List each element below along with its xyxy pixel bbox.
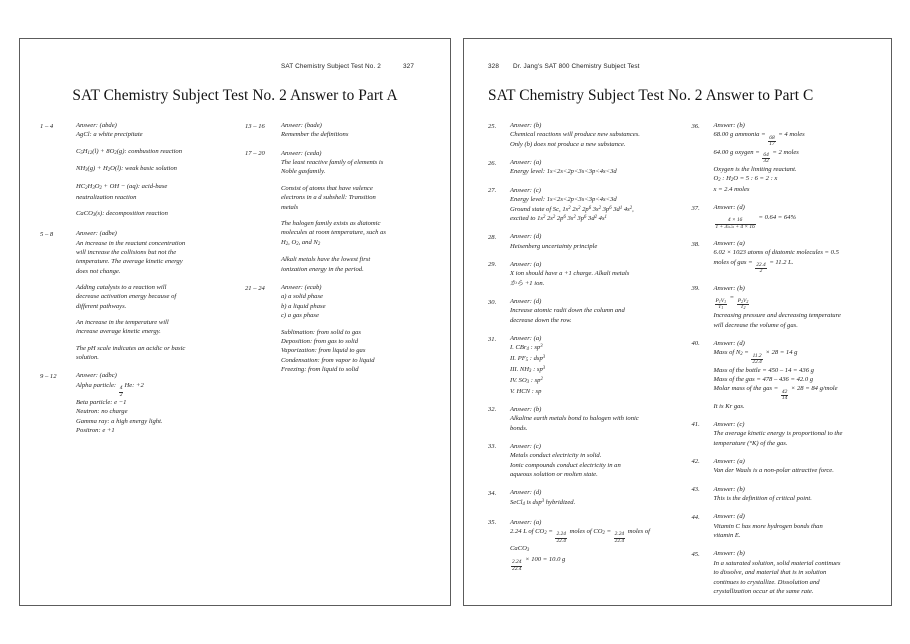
answer-column-1	[488, 121, 674, 605]
question-number: 33.	[488, 443, 497, 451]
answer-item	[692, 203, 878, 230]
answer-line: In a saturated solution, solid material continues	[713, 559, 841, 567]
answer-item	[692, 121, 878, 194]
answer-line: Answer: (d)	[510, 233, 542, 241]
answer-line: Positron: e +1	[76, 427, 115, 435]
answer-line: CaCO$_3$(s): decomposition reaction	[76, 210, 168, 219]
answer-item	[488, 488, 674, 508]
running-head-left	[20, 63, 450, 75]
question-number: 44.	[691, 513, 700, 521]
answer-line: ionization energy in the period.	[281, 265, 364, 273]
page-title-left: SAT Chemistry Subject Test No. 2 Answer to Part A	[72, 87, 398, 104]
question-number: 41.	[691, 421, 700, 429]
answer-text	[510, 297, 674, 325]
page-left	[19, 38, 451, 606]
answer-line: から +1 ion.	[510, 279, 545, 287]
answer-line: Consist of atoms that have valence	[281, 184, 373, 192]
answer-line: Answer: (ecab)	[281, 284, 322, 292]
answer-line: Increasing pressure and decreasing temperature	[713, 312, 841, 320]
answer-line: Answer: (b)	[713, 284, 745, 292]
answer-column-2	[692, 121, 878, 605]
answer-text	[510, 186, 674, 223]
folio-number: 328	[488, 63, 500, 70]
answer-line: metals	[281, 203, 299, 211]
answer-line: $O_2$ : $H_2O = 5$ : 6 = 2 : x	[713, 175, 778, 184]
answer-line: Alkaline earth metals bond to halogen with ionic	[510, 415, 639, 423]
answer-line: Sublimation: from solid to gas	[281, 328, 361, 336]
answer-text	[714, 512, 878, 540]
answer-text	[510, 488, 674, 508]
question-number: 45.	[691, 550, 700, 558]
answer-line: Answer: (c)	[713, 420, 745, 428]
answer-line: decrease down the row.	[510, 316, 572, 324]
folio-number: 327	[402, 63, 414, 70]
question-number: 43.	[691, 486, 700, 494]
answer-text	[510, 334, 674, 396]
answer-line: a) a solid phase	[281, 293, 323, 301]
answer-line: The halogen family exists as diatomic	[281, 219, 381, 227]
answer-line: Answer: (b)	[713, 485, 745, 493]
answer-text	[281, 121, 434, 140]
answer-line: Chemical reactions will produce new substances.	[510, 131, 640, 139]
answer-line: $H_2$, $O_2$, and $N_2$	[281, 238, 321, 247]
answer-item	[40, 371, 229, 435]
answer-line: Answer: (d)	[713, 339, 745, 347]
answer-line: decrease activation energy because of	[76, 293, 177, 301]
answer-text	[510, 405, 674, 433]
answer-line: Noble gasfamily.	[281, 168, 326, 176]
answer-column-2	[245, 121, 434, 445]
running-head-right	[464, 63, 891, 75]
question-number: 29.	[488, 261, 497, 269]
question-number: 35.	[488, 519, 497, 527]
answer-line: Answer: (ceda)	[281, 149, 322, 157]
answer-text	[76, 371, 229, 435]
answer-line: Alpha particle: $\frac{4}{2}$ He: +2	[76, 381, 144, 398]
answer-line: Ground state of Sc, $1s^2$ $2s^2$ $2p^6$ $3s^2$ $3p^6$ $3d^1$ $4s^2$,	[510, 205, 634, 213]
answer-line: Answer: (a)	[713, 457, 745, 465]
answer-line: Answer: (abde)	[76, 122, 117, 129]
answer-text	[714, 420, 878, 448]
answer-line: b) a liquid phase	[281, 302, 326, 310]
answer-line: $C_5H_{12}(l) + 8O_2(g)$: combustion reaction	[76, 147, 183, 156]
answer-line: does not change.	[76, 267, 121, 275]
answer-item	[692, 339, 878, 411]
answer-line: $NH_3(g) + H_2O(l)$: weak basic solution	[76, 165, 177, 174]
answer-line: Answer: (b)	[510, 122, 542, 129]
answer-columns-left	[20, 121, 450, 445]
answer-text	[714, 284, 878, 330]
question-number: 34.	[488, 489, 497, 497]
answer-item	[692, 549, 878, 596]
answer-line: Molar mass of the gas = $\frac{42}{14}$ × 28 = 84 g/mole	[713, 385, 838, 402]
answer-item	[488, 232, 674, 251]
answer-line: 2.24 L of $CO_2$ = $\frac{2.24}{22.4}$ moles of $CO_2$ = $\frac{2.24}{22.4}$ moles of	[510, 527, 650, 544]
answer-text	[714, 549, 878, 596]
answer-text	[76, 121, 229, 220]
answer-line: X ion should have a +1 charge. Alkali metals	[510, 270, 630, 278]
answer-item	[692, 485, 878, 504]
answer-line: aqueous solution or molten state.	[510, 471, 598, 479]
answer-text	[510, 518, 674, 573]
question-number: 17 – 20	[245, 150, 265, 158]
answer-line: will increase the collisions but not the	[76, 248, 177, 256]
answer-line: Answer: (a)	[510, 159, 542, 167]
page-title-right: SAT Chemistry Subject Test No. 2 Answer to Part C	[488, 87, 814, 104]
answer-line: increase average kinetic energy.	[76, 328, 161, 336]
answer-line: Increase atomic radii down the column and	[510, 307, 625, 315]
answer-line: temperature (°K) of the gas.	[713, 439, 788, 447]
answer-line: Answer: (adbc)	[76, 372, 117, 380]
question-number: 32.	[488, 406, 497, 414]
answer-text	[510, 442, 674, 479]
answer-line: neutralization reaction	[76, 194, 137, 202]
answer-line: An increase in the reactant concentration	[76, 239, 186, 247]
answer-line: Energy level: 1s<2s<2p<3s<3p<4s<3d	[510, 196, 617, 204]
answer-line: electrons in a d subshell: Transition	[281, 194, 376, 202]
answer-line: different pathways.	[76, 302, 127, 310]
answer-line: Vitamin C has more hydrogen bonds than	[713, 522, 823, 530]
running-head-title: Dr. Jang's SAT 800 Chemistry Subject Test	[513, 63, 640, 70]
answer-item	[692, 284, 878, 330]
question-number: 27.	[488, 187, 497, 195]
answer-line: 6.02 × 1023 atoms of diatomic molecules = 0.5	[713, 249, 839, 257]
answer-line: IV. $SO_3$ : $sp^2$	[510, 376, 543, 385]
answer-text	[281, 283, 434, 374]
answer-line: Answer: (d)	[510, 298, 542, 306]
answer-item	[488, 186, 674, 223]
answer-line: V. HCN : sp	[510, 387, 542, 395]
question-number: 26.	[488, 159, 497, 167]
answer-line: Ionic compounds conduct electricity in an	[510, 461, 621, 469]
answer-line: Answer: (a)	[713, 240, 745, 247]
answer-line: II. $PF_5$ : dsp$^3$	[510, 355, 546, 364]
answer-line: crystallization occur at the same rate.	[713, 587, 814, 595]
answer-text	[714, 339, 878, 411]
answer-line: to dissolve, and material that is in solution	[713, 569, 827, 577]
answer-line: $\frac{P_1V_1}{T_1}$ = $\frac{P_2V_2}{T_2}$	[715, 294, 749, 311]
answer-item	[488, 334, 674, 396]
answer-line: Vaporization: from liquid to gas	[281, 347, 366, 355]
answer-column-1	[40, 121, 229, 445]
answer-item	[488, 297, 674, 325]
page-right	[463, 38, 892, 606]
answer-line: Answer: (d)	[510, 489, 542, 497]
answer-item	[488, 158, 674, 177]
question-number: 13 – 16	[245, 122, 265, 130]
question-number: 30.	[488, 298, 497, 306]
question-number: 25.	[488, 122, 497, 130]
answer-item	[245, 121, 434, 140]
question-number: 28.	[488, 233, 497, 241]
answer-line: c) a gas phase	[281, 312, 319, 320]
answer-line: Adding catalysts to a reaction will	[76, 283, 167, 291]
answer-line: CaCO$_3$	[510, 545, 530, 554]
answer-line: The average kinetic energy is proportional to the	[713, 430, 843, 438]
answer-line: Deposition: from gas to solid	[281, 337, 359, 345]
question-number: 21 – 24	[245, 284, 265, 292]
answer-text	[714, 121, 878, 194]
answer-line: 64.00 g oxygen = $\frac{64}{32}$ = 2 moles	[713, 148, 799, 165]
answer-line: Beta particle: e −1	[76, 399, 127, 407]
answer-text	[510, 158, 674, 177]
answer-line: x = 2.4 moles	[713, 186, 750, 194]
answer-item	[692, 457, 878, 476]
answer-item	[488, 518, 674, 573]
answer-line: Answer: (b)	[713, 550, 745, 558]
question-number: 39.	[691, 285, 700, 293]
answer-line: This is the definition of critical point.	[713, 495, 812, 503]
answer-line: Answer: (c)	[510, 186, 541, 194]
answer-line: Energy level: 1s<2s<2p<3s<3p<4s<3d	[510, 168, 617, 176]
answer-item	[245, 149, 434, 274]
answer-line: Remember the definitions	[281, 131, 349, 139]
answer-line: AgCl: a white precipitate	[76, 131, 143, 139]
answer-line: Condensation: from vapor to liquid	[281, 356, 375, 364]
answer-line: Mass of the gas = 478 – 436 = 42.0 g	[713, 375, 814, 383]
question-number: 5 – 8	[40, 230, 54, 238]
answer-line: moles of gas = $\frac{22.4}{2}$ = 11.2 L.	[713, 258, 794, 275]
answer-item	[692, 239, 878, 275]
answer-columns-right	[464, 121, 891, 605]
answer-item	[488, 442, 674, 479]
answer-line: molecules at room temperature, such as	[281, 229, 386, 237]
answer-line: Answer: (a)	[510, 335, 542, 343]
answer-line: SeCl$_4$ is dsp$^3$ hybridized.	[510, 498, 576, 507]
answer-line: Van der Waals is a non-polar attractive force.	[713, 467, 834, 475]
answer-line: I. CBr$_4$ : $sp^3$	[510, 344, 543, 353]
answer-item	[245, 283, 434, 374]
answer-text	[510, 232, 674, 251]
answer-item	[488, 405, 674, 433]
answer-line: An increase in the temperature will	[76, 319, 169, 327]
answer-item	[692, 512, 878, 540]
answer-line: Answer: (a)	[510, 260, 542, 268]
question-number: 37.	[691, 204, 700, 212]
question-number: 38.	[691, 240, 700, 248]
answer-line: $HC_2H_3O_2$ + OH − (aq): acid-base	[76, 183, 168, 192]
answer-line: Metals conduct electricity in solid.	[510, 452, 602, 460]
answer-line: continues to crystallize. Dissolution and	[713, 578, 820, 586]
running-head-title: SAT Chemistry Subject Test No. 2	[280, 63, 381, 70]
answer-item	[692, 420, 878, 448]
answer-item	[488, 260, 674, 288]
answer-line: Alkali metals have the lowest first	[281, 256, 371, 264]
answer-line: excited to $1s^2$ $2s^2$ $2p^6$ $3s^2$ $3p^6$ $3d^2$ $4s^1$	[510, 214, 607, 222]
question-number: 42.	[691, 458, 700, 466]
answer-line: Answer: (d)	[713, 204, 745, 212]
answer-line: solution.	[76, 354, 99, 362]
answer-item	[40, 229, 229, 362]
question-number: 40.	[691, 340, 700, 348]
answer-line: III. $NH_3$ : $sp^3$	[510, 366, 546, 375]
question-number: 1 – 4	[40, 122, 54, 130]
answer-text	[714, 203, 878, 230]
answer-text	[76, 229, 229, 362]
answer-line: Gamma ray: a high energy light.	[76, 417, 163, 425]
answer-line: Freezing: from liquid to solid	[281, 365, 359, 373]
answer-line: Heisenberg uncertainty principle	[510, 242, 598, 250]
answer-line: Answer: (c)	[510, 442, 541, 450]
answer-text	[510, 260, 674, 288]
answer-item	[488, 121, 674, 149]
answer-line: vitamin E.	[713, 532, 741, 540]
answer-text	[510, 121, 674, 149]
question-number: 36.	[691, 122, 700, 130]
answer-line: $\frac{4 \times 16}{1 + 35.5 + 4 \times 16}$ = 0.64 = 64%	[715, 213, 796, 230]
answer-line: Only (b) does not produce a new substance.	[510, 140, 626, 148]
answer-line: Answer: (a)	[510, 518, 542, 526]
question-number: 9 – 12	[40, 372, 57, 380]
answer-text	[714, 457, 878, 476]
answer-line: Mass of $N_2$ = $\frac{11.2}{22.4}$ × 28 = 14 g	[713, 349, 798, 366]
answer-text	[714, 485, 878, 504]
answer-line: The least reactive family of elements is	[281, 159, 384, 167]
answer-text	[281, 149, 434, 274]
answer-line: Oxygen is the limiting reactant.	[713, 165, 797, 173]
answer-item	[40, 121, 229, 220]
answer-line: Answer: (b)	[510, 405, 542, 413]
answer-line: The pH scale indicates an acidic or basic	[76, 344, 186, 352]
question-number: 31.	[488, 335, 497, 343]
answer-line: Answer: (adbe)	[76, 230, 117, 238]
answer-line: Neutron: no charge	[76, 408, 128, 416]
answer-text	[714, 239, 878, 275]
answer-line: bonds.	[510, 424, 528, 432]
answer-line: Answer: (b)	[713, 122, 745, 129]
answer-line: It is Kr gas.	[713, 402, 745, 410]
answer-line: $\frac{2.24}{22.4}$ × 100 = 10.0 g	[512, 555, 566, 572]
answer-line: 68.00 g ammonia = $\frac{68}{17}$ = 4 moles	[713, 131, 805, 148]
answer-line: temperature. The average kinetic energy	[76, 258, 183, 266]
answer-line: Answer: (bade)	[281, 122, 322, 129]
answer-line: will decrease the volume of gas.	[713, 321, 798, 329]
answer-line: Mass of the bottle = 450 – 14 = 436 g	[713, 366, 814, 374]
answer-line: Answer: (d)	[713, 513, 745, 521]
